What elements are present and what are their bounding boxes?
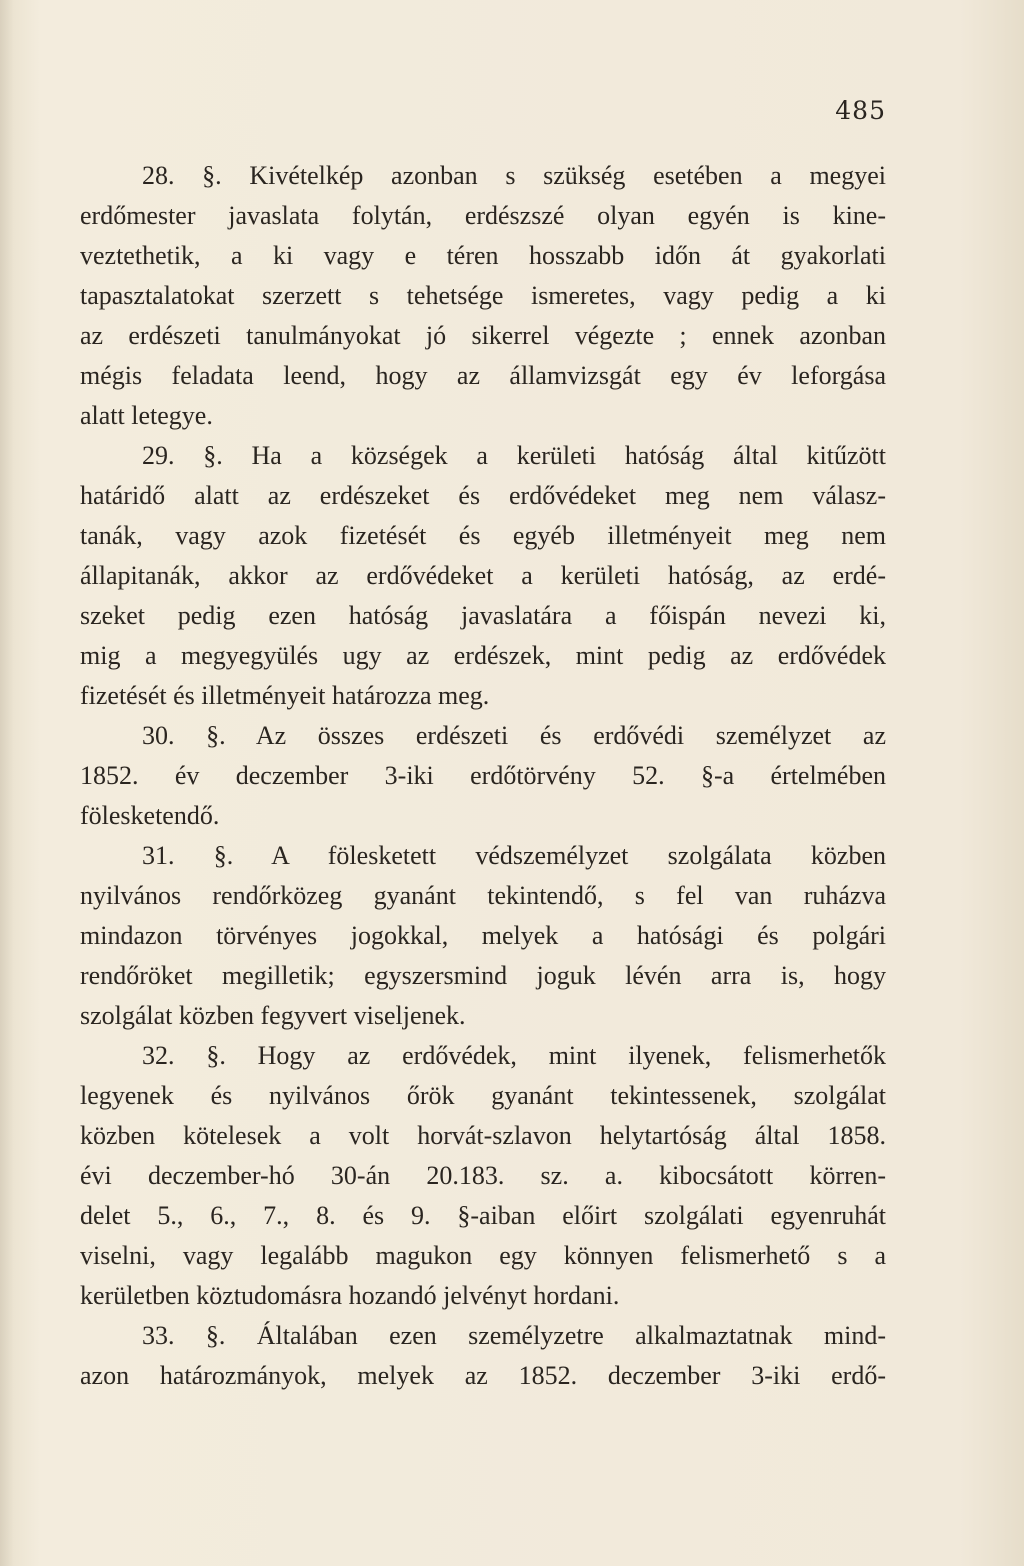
text-line: mig a megyegyülés ugy az erdészek, mint pedig az erdővédek (80, 641, 886, 670)
text-line: kerületben köztudomásra hozandó jelvényt hordani. (80, 1281, 620, 1310)
text-line: határidő alatt az erdészeket és erdővédeket meg nem válasz- (80, 481, 886, 510)
paragraph (80, 1316, 886, 1396)
text-line: szeket pedig ezen hatóság javaslatára a főispán nevezi ki, (80, 601, 886, 630)
text-line: évi deczember-hó 30-án 20.183. sz. a. kibocsátott körren- (80, 1161, 886, 1190)
text-line: 31. §. A fölesketett védszemélyzet szolgálata közben (142, 841, 886, 870)
text-line: 1852. év deczember 3-iki erdőtörvény 52. §-a értelmében (80, 761, 886, 790)
text-line: azon határozmányok, melyek az 1852. deczember 3-iki erdő- (80, 1361, 886, 1390)
text-line: nyilvános rendőrközeg gyanánt tekintendő, s fel van ruházva (80, 881, 886, 910)
text-line: mégis feladata leend, hogy az államvizsgát egy év leforgása (80, 361, 886, 390)
text-line: az erdészeti tanulmányokat jó sikerrel végezte ; ennek azonban (80, 321, 886, 350)
text-line: tapasztalatokat szerzett s tehetsége ismeretes, vagy pedig a ki (80, 281, 886, 310)
paragraph (80, 836, 886, 1036)
text-line: rendőröket megilletik; egyszersmind joguk lévén arra is, hogy (80, 961, 886, 990)
text-line: 29. §. Ha a községek a kerületi hatóság által kitűzött (142, 441, 886, 470)
paragraph (80, 716, 886, 836)
text-line: állapitanák, akkor az erdővédeket a kerületi hatóság, az erdé- (80, 561, 886, 590)
text-line: fizetését és illetményeit határozza meg. (80, 681, 490, 710)
text-line: delet 5., 6., 7., 8. és 9. §-aiban előirt szolgálati egyenruhát (80, 1201, 886, 1230)
text-line: veztethetik, a ki vagy e téren hosszabb időn át gyakorlati (80, 241, 886, 270)
body-text (80, 156, 886, 1396)
text-line: tanák, vagy azok fizetését és egyéb illetményeit meg nem (80, 521, 886, 550)
page-number: 485 (835, 96, 886, 125)
text-line: közben kötelesek a volt horvát-szlavon helytartóság által 1858. (80, 1121, 886, 1150)
text-line: legyenek és nyilvános őrök gyanánt tekintessenek, szolgálat (80, 1081, 886, 1110)
text-line: 32. §. Hogy az erdővédek, mint ilyenek, felismerhetők (142, 1041, 886, 1070)
text-line: erdőmester javaslata folytán, erdészszé olyan egyén is kine- (80, 201, 886, 230)
text-line: szolgálat közben fegyvert viseljenek. (80, 1001, 466, 1030)
text-line: fölesketendő. (80, 801, 220, 830)
paragraph (80, 1036, 886, 1316)
paragraph (80, 436, 886, 716)
text-line: alatt letegye. (80, 401, 213, 430)
text-line: mindazon törvényes jogokkal, melyek a hatósági és polgári (80, 921, 886, 950)
text-line: 33. §. Általában ezen személyzetre alkalmaztatnak mind- (142, 1321, 886, 1350)
text-line: 30. §. Az összes erdészeti és erdővédi személyzet az (142, 721, 886, 750)
paragraph (80, 156, 886, 436)
text-line: 28. §. Kivételkép azonban s szükség esetében a megyei (142, 161, 886, 190)
text-line: viselni, vagy legalább magukon egy könnyen felismerhető s a (80, 1241, 886, 1270)
